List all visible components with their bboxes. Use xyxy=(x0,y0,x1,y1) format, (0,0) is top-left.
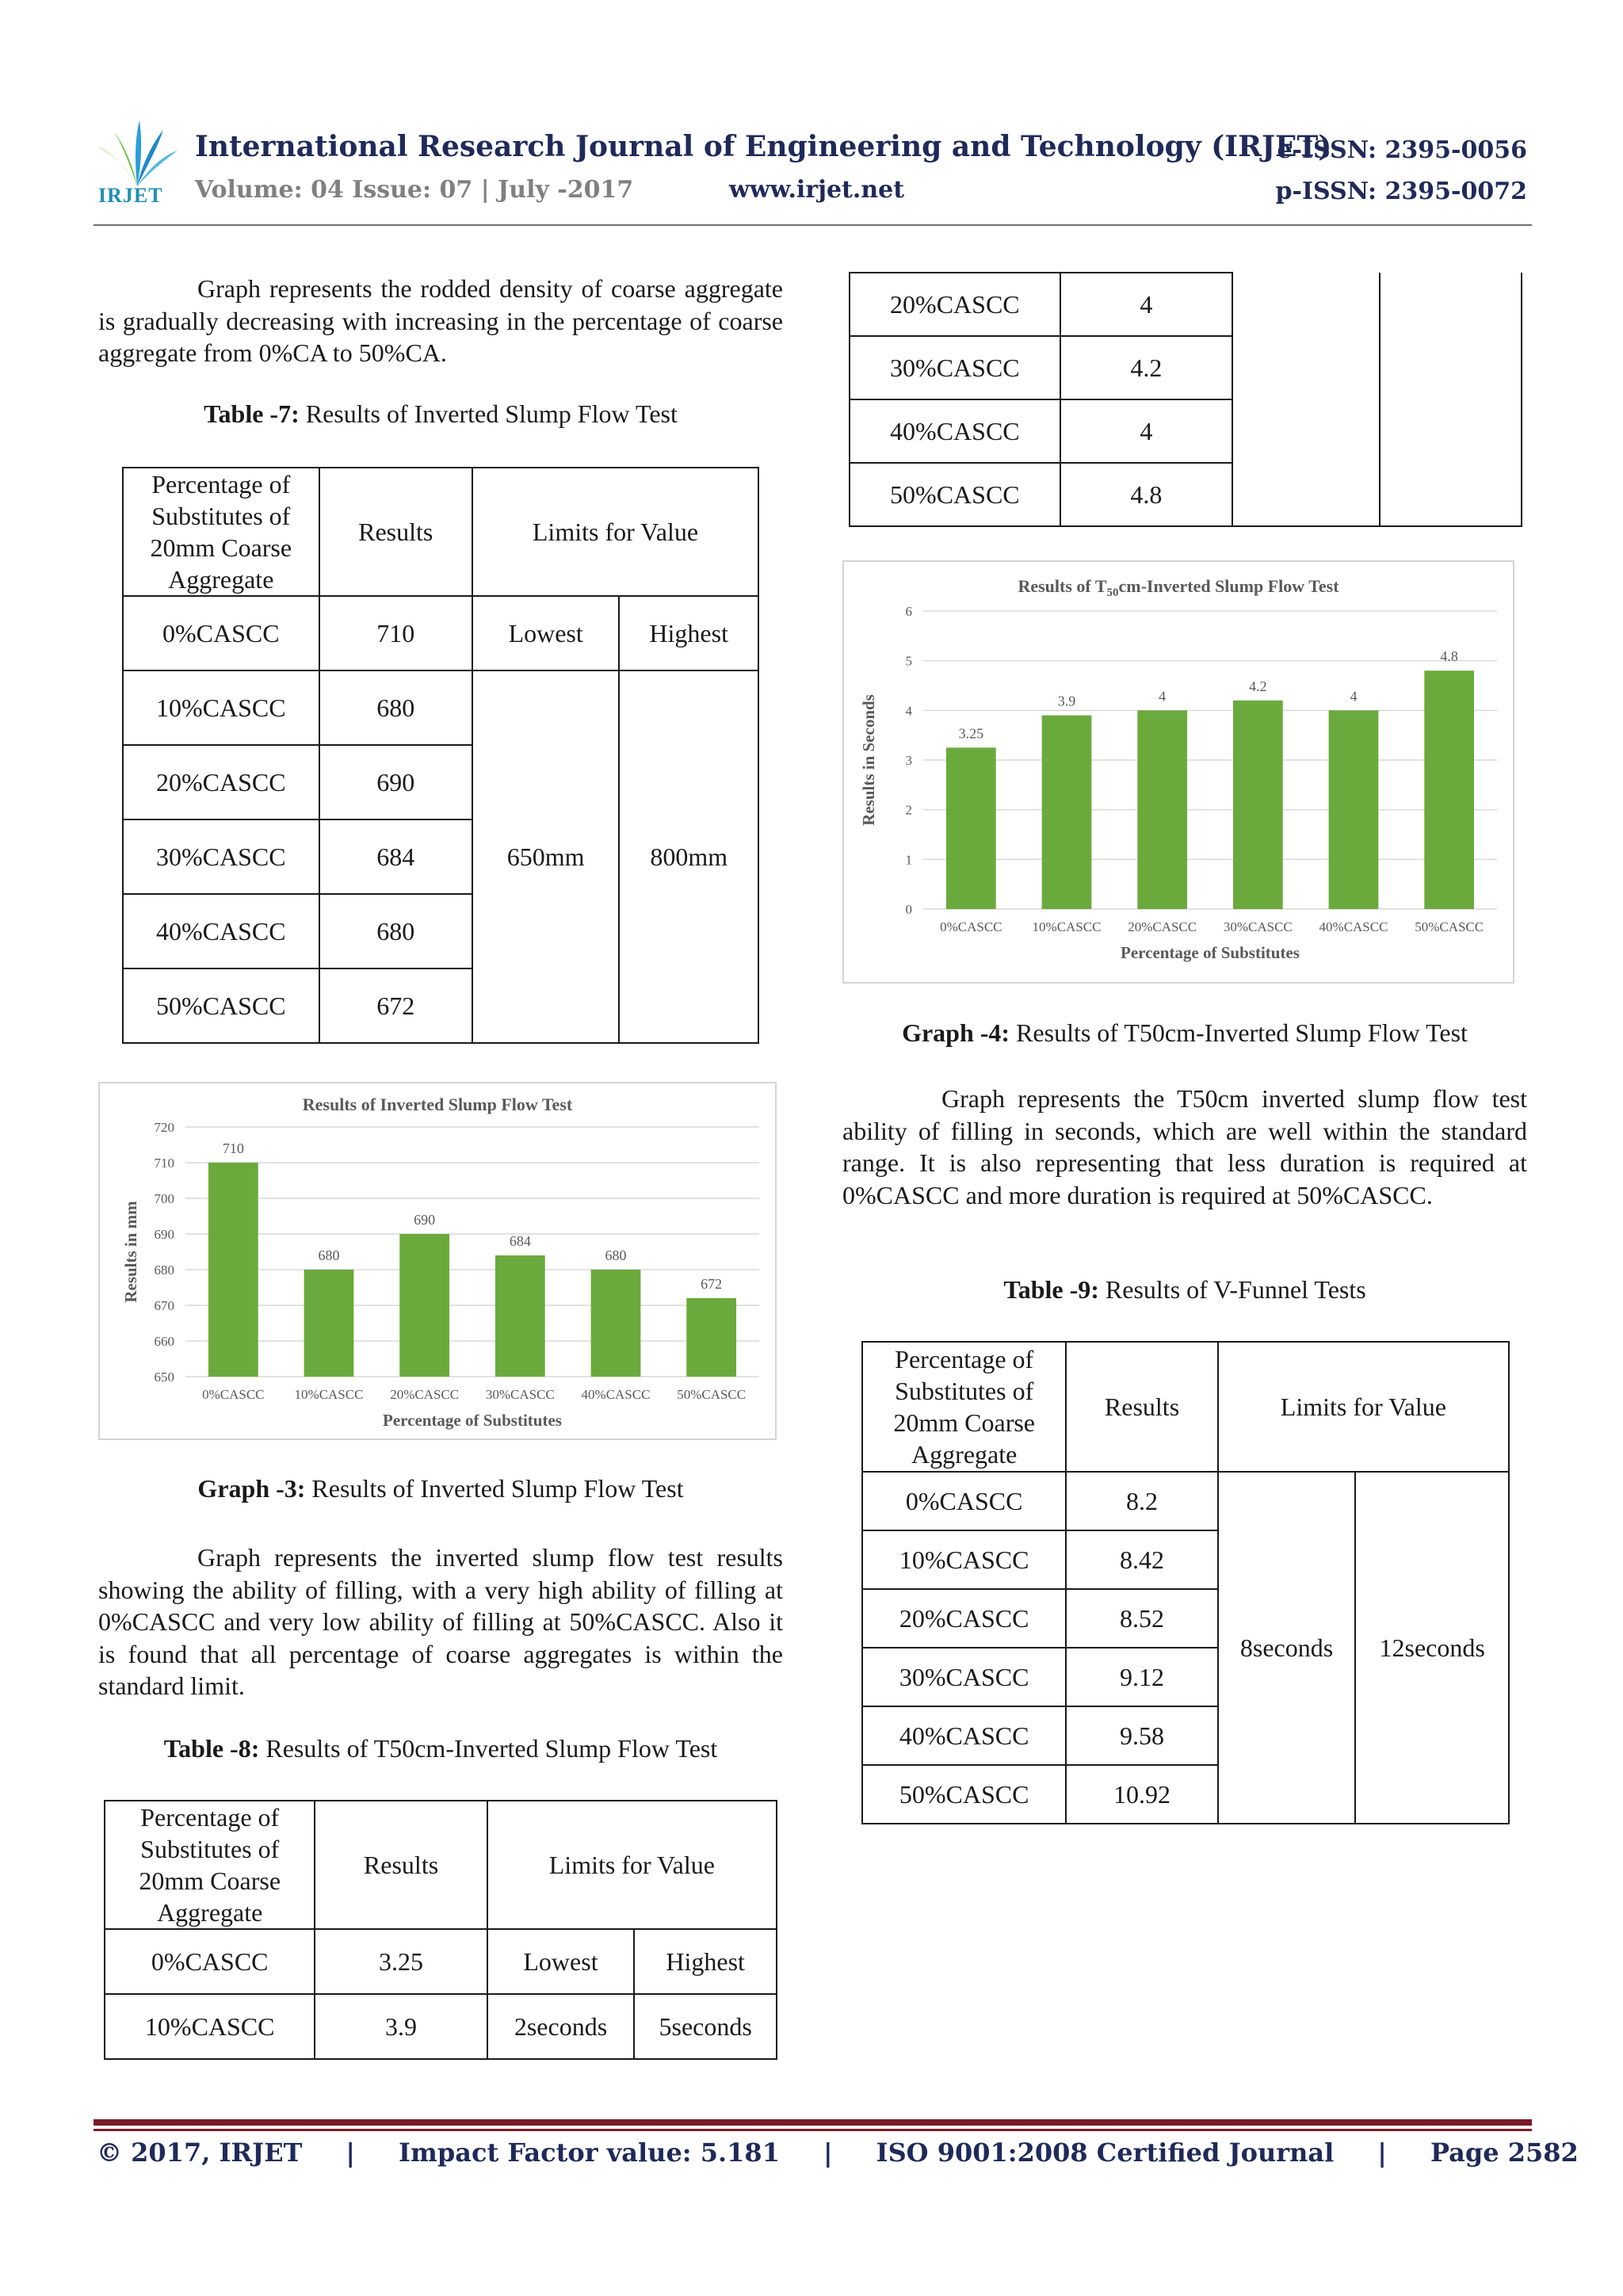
table7-cell: 30%CASCC xyxy=(123,819,319,894)
table8-highest-continued xyxy=(1380,273,1522,526)
chart-x-tick-label: 30%CASCC xyxy=(485,1387,555,1402)
table9-header-limits: Limits for Value xyxy=(1218,1342,1509,1472)
irjet-logo xyxy=(94,119,181,212)
logo-leaves-icon xyxy=(94,119,181,190)
chart-y-tick-label: 6 xyxy=(905,604,912,619)
table8-subheader-lowest: Lowest xyxy=(487,1929,635,1994)
chart-x-tick-label: 40%CASCC xyxy=(1319,919,1388,934)
journal-website-link[interactable]: www.irjet.net xyxy=(729,176,905,204)
table7-cell: 0%CASCC xyxy=(123,596,319,670)
page-header xyxy=(94,119,1532,230)
chart-y-tick-label: 690 xyxy=(154,1227,174,1242)
table7-cell: 690 xyxy=(319,745,472,819)
table7-subheader-lowest: Lowest xyxy=(472,596,619,670)
table8-lowest-continued xyxy=(1232,273,1379,526)
eissn: e-ISSN: 2395-0056 xyxy=(1277,136,1527,164)
table7-cell: 20%CASCC xyxy=(123,745,319,819)
chart-x-tick-label: 10%CASCC xyxy=(294,1387,364,1402)
table7-cell: 710 xyxy=(319,596,472,670)
table8-header-percentage: Percentage of Substitutes of 20mm Coarse Aggregate xyxy=(105,1801,315,1929)
chart-bar xyxy=(1137,710,1187,909)
chart-y-tick-label: 660 xyxy=(154,1334,174,1349)
table7-cell: 680 xyxy=(319,670,472,745)
graph4-caption xyxy=(842,1018,1527,1048)
table8-caption xyxy=(98,1734,783,1763)
chart-bar xyxy=(591,1270,641,1377)
chart-y-axis-title: Results in mm xyxy=(121,1201,140,1303)
table7 xyxy=(122,467,759,1044)
chart-bar xyxy=(1424,670,1474,909)
table9-cell: 8.42 xyxy=(1066,1530,1217,1589)
chart-y-tick-label: 4 xyxy=(905,703,912,719)
graph4-svg xyxy=(844,562,1513,982)
table8-header-limits: Limits for Value xyxy=(487,1801,777,1929)
paragraph-rodded-density: Graph represents the rodded density of coarse aggregate is gradually decreasing with increasing in the percentage of coarse aggregate from 0%CA to 50%CA. xyxy=(98,274,783,367)
footer-separator: | xyxy=(1377,2137,1387,2168)
chart-y-tick-label: 0 xyxy=(905,902,912,917)
chart-data-label: 672 xyxy=(701,1276,723,1292)
table7-highest-value: 800mm xyxy=(619,670,758,1043)
chart-bar xyxy=(1329,710,1379,909)
chart-y-tick-label: 3 xyxy=(905,753,912,768)
chart-y-tick-label: 720 xyxy=(154,1120,174,1135)
logo-wordmark: IRJET xyxy=(98,184,163,207)
chart-bar xyxy=(304,1270,354,1377)
table8-cell: 4.2 xyxy=(1060,336,1232,399)
table9-header-percentage: Percentage of Substitutes of 20mm Coarse Aggregate xyxy=(862,1342,1066,1472)
paragraph-inverted-slump: Graph represents the inverted slump flow test results showing the ability of filling, with a very high ability of filling at 0%CASCC and very low ability of filling at 50%CASCC. Also it is found that all percentage of coarse aggregates is within the standard limit. xyxy=(98,1543,783,1700)
graph3-svg xyxy=(100,1083,775,1438)
table7-cell: 50%CASCC xyxy=(123,968,319,1043)
chart-bar xyxy=(399,1234,449,1377)
chart-data-label: 3.25 xyxy=(958,725,984,742)
table8-cell: 3.9 xyxy=(315,1994,487,2059)
graph3-chart xyxy=(98,1082,777,1440)
table7-header-percentage: Percentage of Substitutes of 20mm Coarse Aggregate xyxy=(123,468,319,596)
chart-y-tick-label: 2 xyxy=(905,802,912,818)
table7-caption xyxy=(98,399,783,429)
footer-copyright: © 2017, IRJET xyxy=(97,2137,303,2168)
page-footer xyxy=(97,2137,1579,2168)
chart-y-tick-label: 710 xyxy=(154,1156,174,1171)
table8-cell: 50%CASCC xyxy=(850,463,1060,526)
graph4-caption-text: Results of T50cm-Inverted Slump Flow Test xyxy=(1010,1018,1468,1047)
chart-bar xyxy=(1042,716,1092,909)
table8-continuation xyxy=(849,272,1522,527)
footer-separator: | xyxy=(823,2137,833,2168)
table7-cell: 40%CASCC xyxy=(123,894,319,968)
graph3-caption-text: Results of Inverted Slump Flow Test xyxy=(305,1474,684,1503)
footer-impact-factor: Impact Factor value: 5.181 xyxy=(399,2137,780,2168)
footer-divider-thin xyxy=(94,2129,1532,2131)
chart-x-tick-label: 20%CASCC xyxy=(1128,919,1197,934)
table9-cell: 20%CASCC xyxy=(862,1589,1066,1648)
table8-subheader-highest: Highest xyxy=(634,1929,777,1994)
table8-highest-value: 5seconds xyxy=(634,1994,777,2059)
chart-data-label: 710 xyxy=(222,1140,244,1156)
chart-y-axis-title: Results in Seconds xyxy=(859,694,878,826)
table9-caption xyxy=(842,1275,1527,1305)
chart-data-label: 684 xyxy=(509,1233,531,1249)
table8-cell: 20%CASCC xyxy=(850,273,1060,336)
table7-subheader-highest: Highest xyxy=(619,596,758,670)
table7-cell: 10%CASCC xyxy=(123,670,319,745)
chart-x-tick-label: 50%CASCC xyxy=(677,1387,747,1402)
table9-cell: 9.12 xyxy=(1066,1648,1217,1706)
chart-y-tick-label: 5 xyxy=(905,653,912,669)
table8-cell: 40%CASCC xyxy=(850,399,1060,463)
table9-cell: 40%CASCC xyxy=(862,1706,1066,1765)
chart-x-tick-label: 20%CASCC xyxy=(390,1387,460,1402)
table7-cell: 672 xyxy=(319,968,472,1043)
table9-highest-value: 12seconds xyxy=(1355,1472,1509,1824)
chart-data-label: 4.2 xyxy=(1249,678,1267,694)
chart-title: Results of $T_{50}cm$-Inverted Slump Flow Test xyxy=(1018,576,1339,599)
table9-caption-label: Table -9: xyxy=(1003,1275,1099,1304)
table9-cell: 9.58 xyxy=(1066,1706,1217,1765)
table7-cell: 680 xyxy=(319,894,472,968)
table8-cell: 4 xyxy=(1060,273,1232,336)
chart-x-axis-title: Percentage of Substitutes xyxy=(383,1411,562,1430)
footer-separator: | xyxy=(346,2137,356,2168)
volume-issue: Volume: 04 Issue: 07 | July -2017 xyxy=(195,176,634,204)
chart-data-label: 690 xyxy=(414,1212,436,1228)
chart-data-label: 4 xyxy=(1159,688,1167,705)
table8-continued-rows xyxy=(849,272,1522,527)
table7-cell: 684 xyxy=(319,819,472,894)
graph4-chart xyxy=(842,560,1514,984)
table7-caption-label: Table -7: xyxy=(204,399,300,428)
table8-caption-text: Results of T50cm-Inverted Slump Flow Test xyxy=(259,1734,718,1763)
table9-header-results: Results xyxy=(1066,1342,1217,1472)
chart-y-tick-label: 700 xyxy=(154,1191,174,1206)
footer-page-number: Page 2582 xyxy=(1430,2137,1579,2168)
table9-cell: 30%CASCC xyxy=(862,1648,1066,1706)
chart-bar xyxy=(1233,701,1283,909)
graph3-caption xyxy=(98,1474,783,1503)
table8-caption-label: Table -8: xyxy=(163,1734,260,1763)
chart-x-tick-label: 0%CASCC xyxy=(202,1387,265,1402)
graph3-caption-label: Graph -3: xyxy=(197,1474,306,1503)
table8-cell: 30%CASCC xyxy=(850,336,1060,399)
table8 xyxy=(104,1800,777,2060)
table9-caption-text: Results of V-Funnel Tests xyxy=(1098,1275,1366,1304)
table8-lowest-value: 2seconds xyxy=(487,1994,635,2059)
chart-y-tick-label: 1 xyxy=(905,852,912,868)
table8-cell: 3.25 xyxy=(315,1929,487,1994)
chart-data-label: 680 xyxy=(318,1247,340,1263)
chart-y-tick-label: 680 xyxy=(154,1263,174,1278)
table8-cell: 4 xyxy=(1060,399,1232,463)
chart-title: Results of Inverted Slump Flow Test xyxy=(302,1095,573,1114)
table7-caption-text: Results of Inverted Slump Flow Test xyxy=(299,399,678,428)
chart-bar xyxy=(495,1255,545,1377)
chart-x-tick-label: 10%CASCC xyxy=(1032,919,1102,934)
table8-header-results: Results xyxy=(315,1801,487,1929)
chart-bar xyxy=(686,1298,736,1377)
pissn: p-ISSN: 2395-0072 xyxy=(1275,178,1527,205)
chart-x-tick-label: 0%CASCC xyxy=(940,919,1002,934)
table9 xyxy=(861,1341,1510,1824)
chart-x-tick-label: 40%CASCC xyxy=(581,1387,651,1402)
chart-data-label: 680 xyxy=(605,1247,627,1263)
table8-cell: 0%CASCC xyxy=(105,1929,315,1994)
footer-divider-thick xyxy=(94,2119,1532,2126)
chart-x-tick-label: 30%CASCC xyxy=(1223,919,1293,934)
table7-lowest-value: 650mm xyxy=(472,670,619,1043)
chart-data-label: 4 xyxy=(1350,688,1358,705)
chart-x-tick-label: 50%CASCC xyxy=(1415,919,1484,934)
table9-cell: 10%CASCC xyxy=(862,1530,1066,1589)
table9-cell: 8.52 xyxy=(1066,1589,1217,1648)
journal-title: International Research Journal of Engineering and Technology (IRJET) xyxy=(195,130,1332,163)
table7-header-limits: Limits for Value xyxy=(472,468,758,596)
table8-cell: 4.8 xyxy=(1060,463,1232,526)
table8-cell: 10%CASCC xyxy=(105,1994,315,2059)
footer-iso: ISO 9001:2008 Certified Journal xyxy=(876,2137,1335,2168)
table9-cell: 10.92 xyxy=(1066,1765,1217,1824)
chart-x-axis-title: Percentage of Substitutes xyxy=(1121,943,1300,962)
chart-data-label: 3.9 xyxy=(1057,693,1076,709)
table9-lowest-value: 8seconds xyxy=(1218,1472,1356,1824)
chart-bar xyxy=(946,747,996,909)
table7-header-results: Results xyxy=(319,468,472,596)
header-divider xyxy=(94,224,1532,226)
table9-cell: 8.2 xyxy=(1066,1472,1217,1530)
paragraph-t50cm: Graph represents the T50cm inverted slump flow test ability of filling in seconds, which are well within the standard range. It is also representing that less duration is required at 0%CASCC and more duration is required at 50%CASCC. xyxy=(842,1084,1527,1209)
graph4-caption-label: Graph -4: xyxy=(902,1018,1010,1047)
table9-cell: 50%CASCC xyxy=(862,1765,1066,1824)
chart-y-tick-label: 650 xyxy=(154,1370,174,1385)
chart-bar xyxy=(208,1163,258,1377)
chart-data-label: 4.8 xyxy=(1440,648,1458,665)
chart-y-tick-label: 670 xyxy=(154,1298,174,1313)
table9-cell: 0%CASCC xyxy=(862,1472,1066,1530)
